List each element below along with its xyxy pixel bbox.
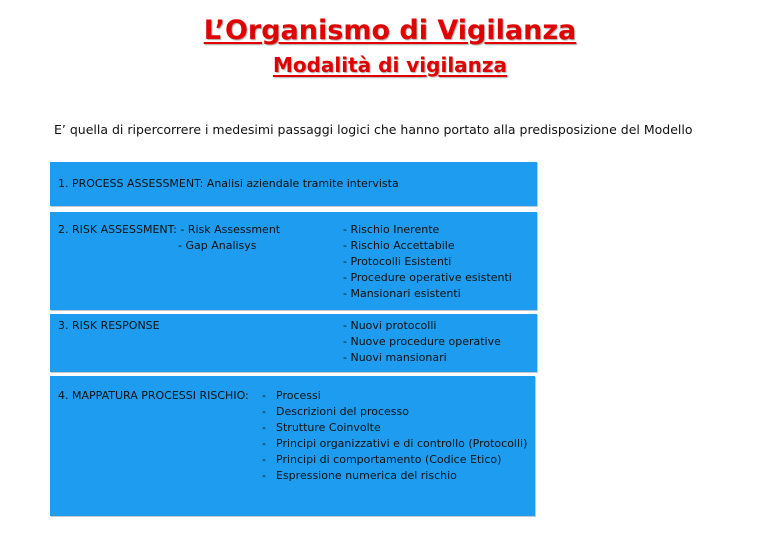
intro-text: E’ quella di ripercorrere i medesimi passaggi logici che hanno portato alla predisposizione del Modello [54, 122, 693, 137]
list-item: - Strutture Coinvolte [262, 420, 527, 436]
list-item: - Nuovi protocolli [343, 318, 501, 334]
step-label: 3. RISK RESPONSE [58, 319, 160, 332]
page-subtitle: Modalità di vigilanza [272, 53, 508, 77]
list-item: - Processi [262, 388, 527, 404]
list-item: - Descrizioni del processo [262, 404, 527, 420]
list-item: - Nuovi mansionari [343, 350, 501, 366]
list-item: - Rischio Inerente [343, 222, 512, 238]
list-item: - Procedure operative esistenti [343, 270, 512, 286]
step-box-process-assessment [50, 162, 537, 206]
step-items [262, 388, 527, 484]
step-label: 1. PROCESS ASSESSMENT: Analisi aziendale tramite intervista [58, 177, 399, 190]
step-items [343, 318, 501, 366]
step-box-risk-assessment [50, 212, 537, 310]
list-item: - Nuove procedure operative [343, 334, 501, 350]
step-items [343, 222, 512, 302]
list-item: - Principi organizzativi e di controllo (Protocolli) [262, 436, 527, 452]
step-box-risk-response [50, 314, 537, 372]
step-label-sub: - Gap Analisys [178, 239, 257, 252]
list-item: - Principi di comportamento (Codice Etico) [262, 452, 527, 468]
step-label: 4. MAPPATURA PROCESSI RISCHIO: [58, 389, 249, 402]
list-item: - Espressione numerica del rischio [262, 468, 527, 484]
page-title: L’Organismo di Vigilanza [203, 15, 577, 46]
step-label: 2. RISK ASSESSMENT: - Risk Assessment [58, 223, 281, 236]
list-item: - Rischio Accettabile [343, 238, 512, 254]
list-item: - Protocolli Esistenti [343, 254, 512, 270]
step-box-mappatura-processi [50, 376, 535, 516]
list-item: - Mansionari esistenti [343, 286, 512, 302]
